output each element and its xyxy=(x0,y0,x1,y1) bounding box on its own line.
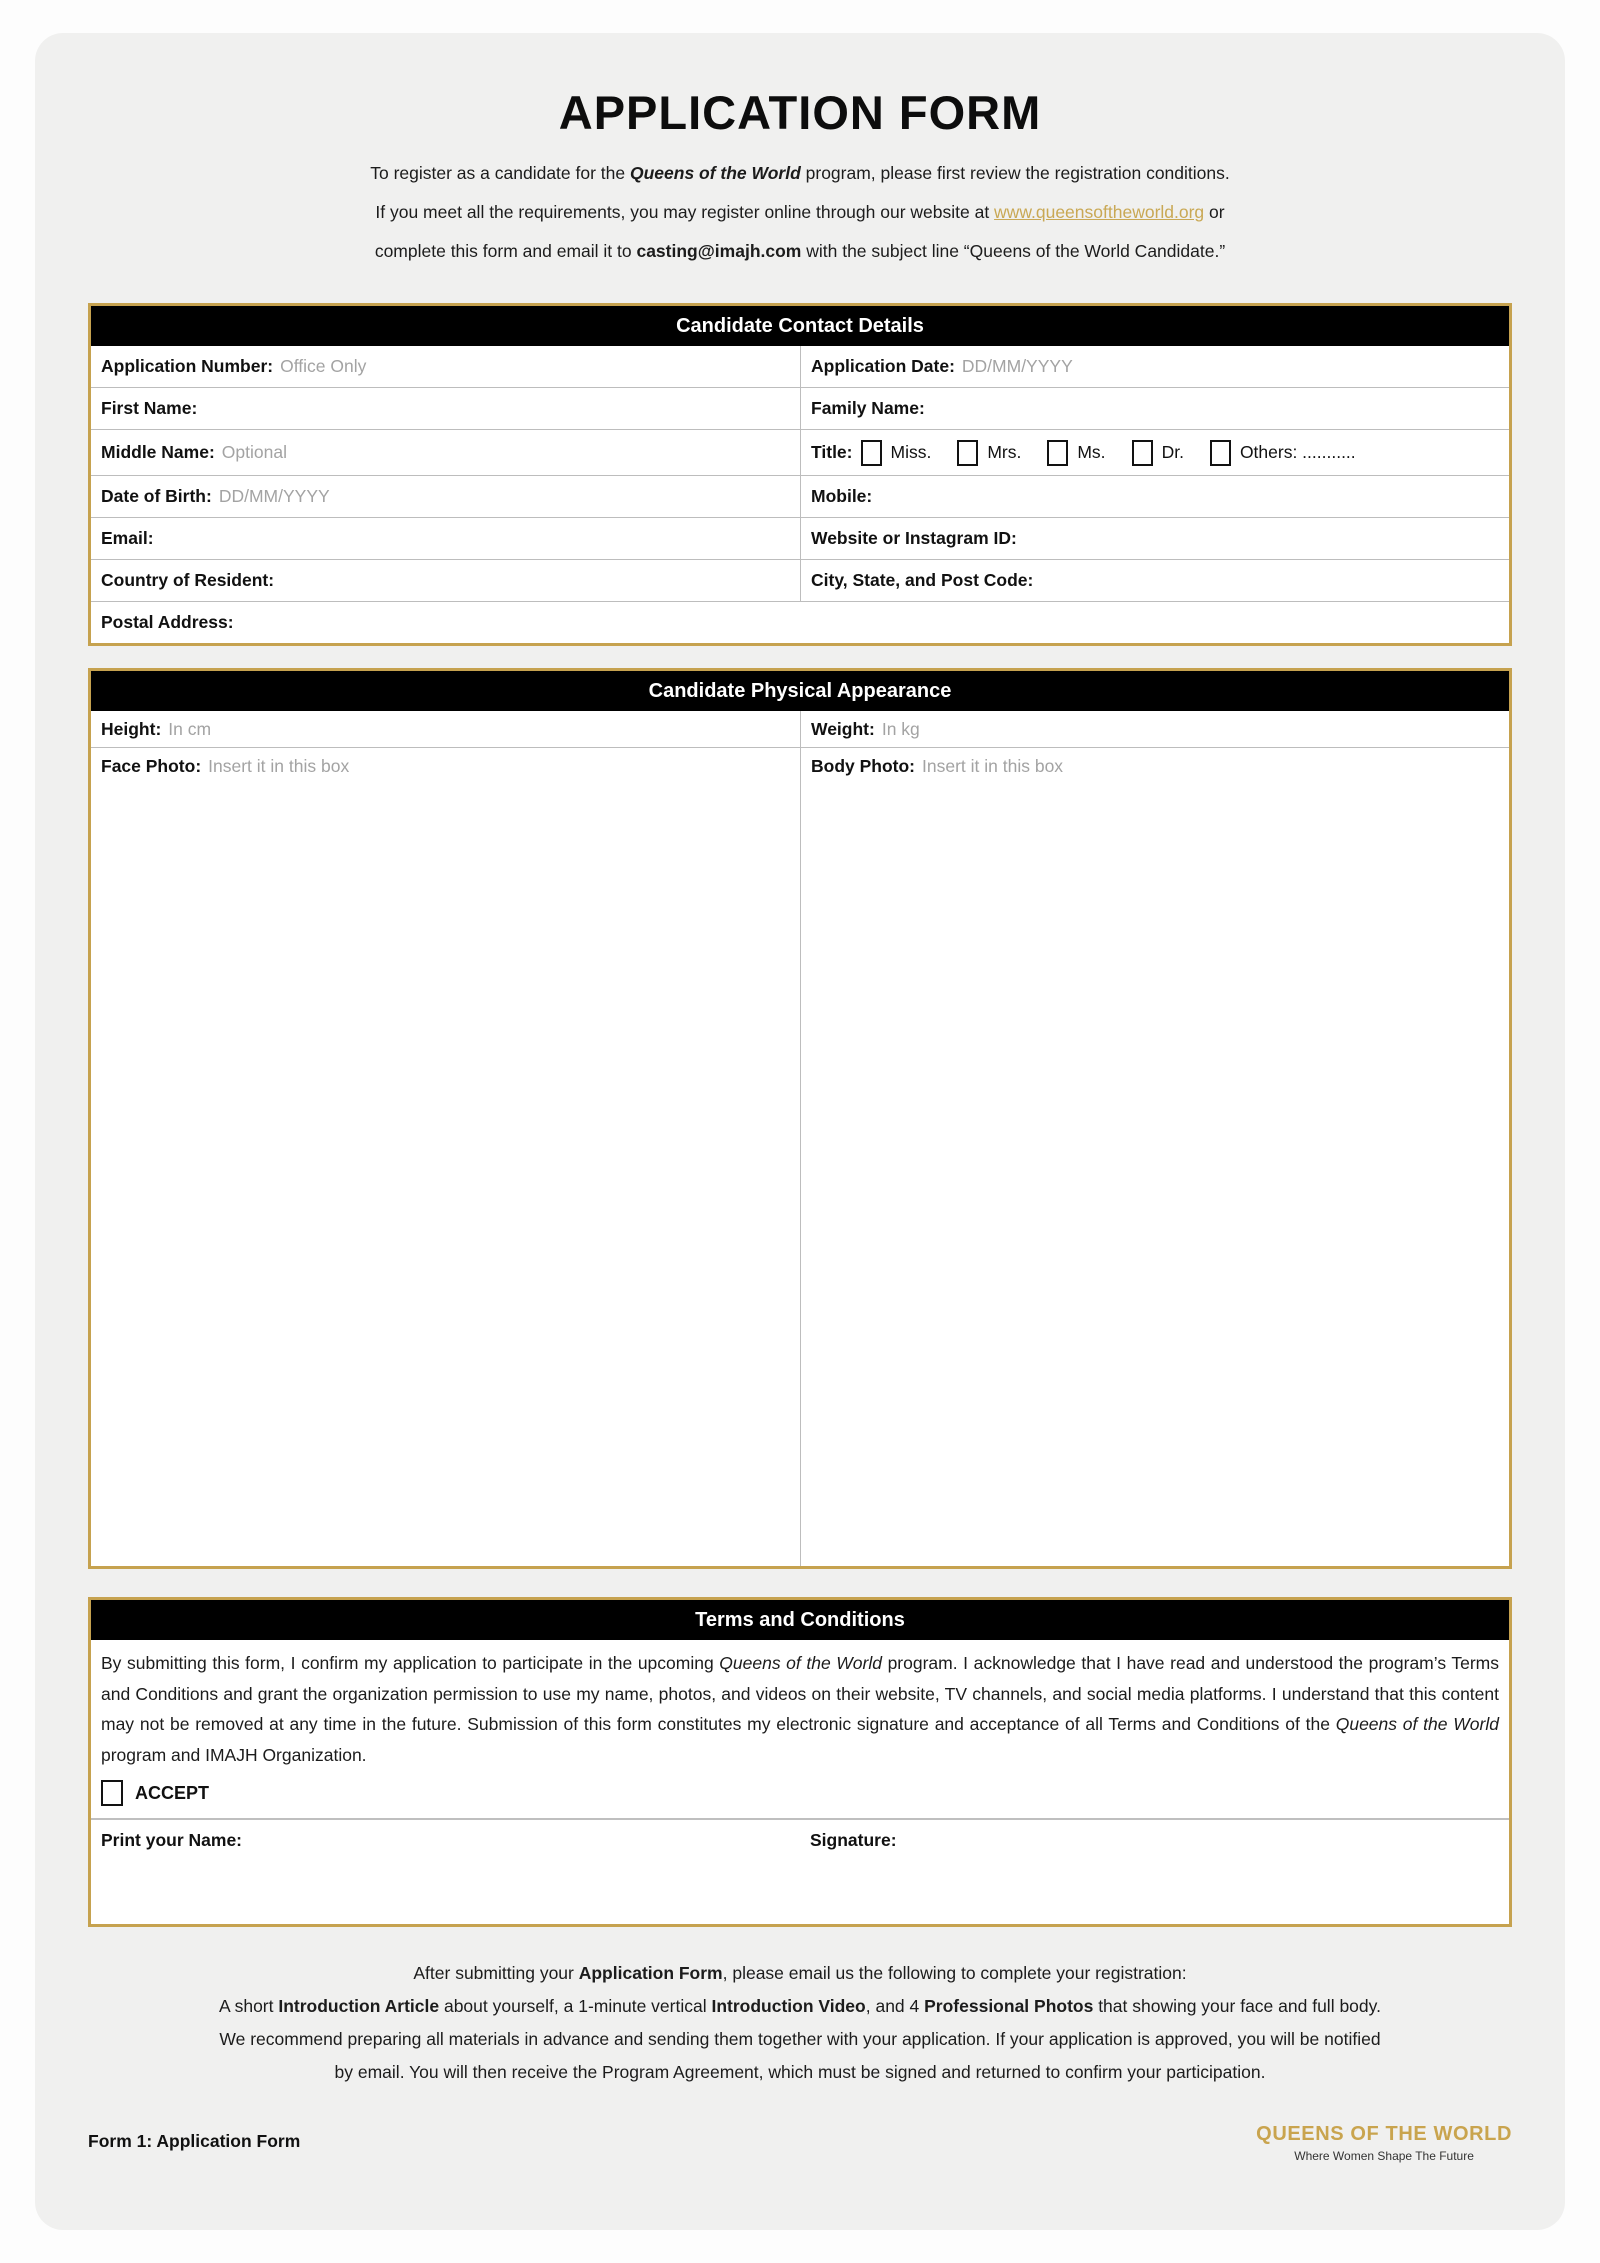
after-line4: by email. You will then receive the Program Agreement, which must be signed and returned to confirm your participation. xyxy=(334,2062,1266,2082)
application-number-placeholder: Office Only xyxy=(280,356,367,376)
website-link[interactable]: www.queensoftheworld.org xyxy=(994,202,1205,222)
title-option-others-label: Others: ........... xyxy=(1239,442,1356,462)
postal-address-field[interactable] xyxy=(91,612,1509,633)
country-field[interactable] xyxy=(91,570,800,591)
table-row xyxy=(91,387,1509,429)
country-label: Country of Resident: xyxy=(101,570,275,590)
website-instagram-field[interactable] xyxy=(800,518,1509,559)
after-line2-video: Introduction Video xyxy=(711,1996,866,2016)
after-line2-photos: Professional Photos xyxy=(924,1996,1094,2016)
mobile-label: Mobile: xyxy=(811,486,873,506)
terms-program-name-2: Queens of the World xyxy=(1335,1714,1499,1734)
application-form-page xyxy=(35,33,1565,2230)
after-line2-a: A short xyxy=(219,1996,279,2016)
terms-text-2: program. I acknowledge that I have read and understood the program’s Terms and Conditions and grant the organization permission to use my name, photos, and videos on their website, TV channels, and social media platforms. I understand that this content may not be removed at any time in the future. Submission of this form constitutes my electronic signature and acceptance of all Terms and Conditions of the xyxy=(101,1653,1499,1734)
height-placeholder: In cm xyxy=(168,718,212,739)
after-submission-note xyxy=(88,1957,1512,2089)
casting-email: casting@imajh.com xyxy=(636,241,802,261)
city-state-postcode-field[interactable] xyxy=(800,560,1509,601)
middle-name-label: Middle Name: xyxy=(101,442,215,462)
title-option-miss xyxy=(861,440,932,466)
page-title: APPLICATION FORM xyxy=(558,86,1042,139)
date-of-birth-placeholder: DD/MM/YYYY xyxy=(218,486,330,506)
application-date-label: Application Date: xyxy=(811,356,955,376)
intro-line2-post: or xyxy=(1204,202,1225,222)
website-instagram-label: Website or Instagram ID: xyxy=(811,528,1017,548)
face-photo-label: Face Photo: xyxy=(101,756,202,776)
signature-field[interactable] xyxy=(800,1820,1509,1851)
body-photo-placeholder: Insert it in this box xyxy=(922,756,1064,776)
print-name-field[interactable] xyxy=(91,1820,800,1851)
application-number-field[interactable] xyxy=(91,356,800,377)
after-line1-pre: After submitting your xyxy=(413,1963,579,1983)
title-option-mrs-label: Mrs. xyxy=(987,442,1022,462)
family-name-label: Family Name: xyxy=(811,398,925,418)
height-field[interactable] xyxy=(91,719,800,740)
contact-details-header: Candidate Contact Details xyxy=(91,306,1509,346)
table-row xyxy=(91,747,1509,1566)
intro-line1-pre: To register as a candidate for the xyxy=(370,163,630,183)
terms-text-1: By submitting this form, I confirm my application to participate in the upcoming xyxy=(101,1653,720,1673)
after-line2-article: Introduction Article xyxy=(278,1996,440,2016)
face-photo-box[interactable] xyxy=(91,748,800,777)
brand-logo-title: QUEENS OF THE WORLD xyxy=(1256,2123,1512,2145)
family-name-field[interactable] xyxy=(800,388,1509,429)
date-of-birth-label: Date of Birth: xyxy=(101,486,212,506)
first-name-label: First Name: xyxy=(101,398,198,418)
application-number-label: Application Number: xyxy=(101,356,274,376)
title-checkbox-miss[interactable] xyxy=(861,440,882,466)
title-option-dr xyxy=(1132,440,1184,466)
intro-paragraph xyxy=(88,154,1512,271)
body-photo-label: Body Photo: xyxy=(811,756,916,776)
weight-label: Weight: xyxy=(811,718,875,739)
email-label: Email: xyxy=(101,528,154,548)
brand-logo xyxy=(1256,2123,1512,2163)
postal-address-label: Postal Address: xyxy=(101,612,234,632)
footer xyxy=(88,2123,1512,2163)
title-option-miss-label: Miss. xyxy=(890,442,932,462)
physical-appearance-header: Candidate Physical Appearance xyxy=(91,671,1509,711)
physical-appearance-table xyxy=(88,668,1512,1569)
application-date-field[interactable] xyxy=(800,346,1509,387)
table-row xyxy=(91,601,1509,643)
form-number-label: Form 1: Application Form xyxy=(88,2131,301,2151)
table-row xyxy=(91,517,1509,559)
city-state-postcode-label: City, State, and Post Code: xyxy=(811,570,1034,590)
terms-table xyxy=(88,1597,1512,1927)
signature-label: Signature: xyxy=(810,1830,897,1850)
title-option-others xyxy=(1210,440,1356,466)
mobile-field[interactable] xyxy=(800,476,1509,517)
intro-line1-post: program, please first review the registration conditions. xyxy=(800,163,1230,183)
accept-label: ACCEPT xyxy=(135,1782,210,1803)
signature-row xyxy=(91,1818,1509,1924)
weight-placeholder: In kg xyxy=(881,718,920,739)
after-line2-c: about yourself, a 1-minute vertical xyxy=(439,1996,712,2016)
email-field[interactable] xyxy=(91,528,800,549)
height-label: Height: xyxy=(101,718,162,739)
terms-paragraph xyxy=(91,1640,1509,1774)
terms-program-name-1: Queens of the World xyxy=(719,1653,882,1673)
brand-logo-tagline: Where Women Shape The Future xyxy=(1294,2149,1474,2163)
weight-field[interactable] xyxy=(800,711,1509,747)
intro-line2-pre: If you meet all the requirements, you may register online through our website at xyxy=(375,202,995,222)
face-photo-placeholder: Insert it in this box xyxy=(208,756,350,776)
terms-text-3: program and IMAJH Organization. xyxy=(101,1744,367,1765)
middle-name-placeholder: Optional xyxy=(221,442,287,462)
after-line1-bold: Application Form xyxy=(578,1963,723,1983)
title-options xyxy=(861,440,1356,466)
date-of-birth-field[interactable] xyxy=(91,486,800,507)
title-label: Title: xyxy=(811,442,853,462)
table-row xyxy=(91,346,1509,387)
title-field xyxy=(800,430,1509,475)
title-option-ms-label: Ms. xyxy=(1077,442,1106,462)
body-photo-box[interactable] xyxy=(800,748,1509,1566)
table-row xyxy=(91,475,1509,517)
middle-name-field[interactable] xyxy=(91,442,800,463)
title-option-dr-label: Dr. xyxy=(1161,442,1184,462)
title-checkbox-mrs[interactable] xyxy=(957,440,978,466)
intro-line3-pre: complete this form and email it to xyxy=(374,241,637,261)
application-date-placeholder: DD/MM/YYYY xyxy=(961,356,1073,376)
intro-line1-program-name: Queens of the World xyxy=(629,163,801,183)
title-checkbox-dr[interactable] xyxy=(1132,440,1153,466)
first-name-field[interactable] xyxy=(91,398,800,419)
contact-details-table xyxy=(88,303,1512,646)
terms-header: Terms and Conditions xyxy=(91,1600,1509,1640)
intro-line3-post: with the subject line “Queens of the World Candidate.” xyxy=(801,241,1226,261)
accept-row xyxy=(91,1774,1509,1818)
table-row xyxy=(91,559,1509,601)
table-row xyxy=(91,429,1509,475)
after-line3: We recommend preparing all materials in advance and sending them together with your application. If your application is approved, you will be notified xyxy=(219,2029,1381,2049)
title-option-mrs xyxy=(957,440,1021,466)
after-line1-post: , please email us the following to complete your registration: xyxy=(722,1963,1187,1983)
after-line2-e: , and 4 xyxy=(865,1996,925,2016)
title-checkbox-ms[interactable] xyxy=(1047,440,1068,466)
table-row xyxy=(91,711,1509,747)
title-checkbox-others[interactable] xyxy=(1210,440,1231,466)
print-name-label: Print your Name: xyxy=(101,1830,242,1850)
accept-checkbox[interactable] xyxy=(101,1780,123,1806)
title-option-ms xyxy=(1047,440,1105,466)
after-line2-g: that showing your face and full body. xyxy=(1093,1996,1381,2016)
